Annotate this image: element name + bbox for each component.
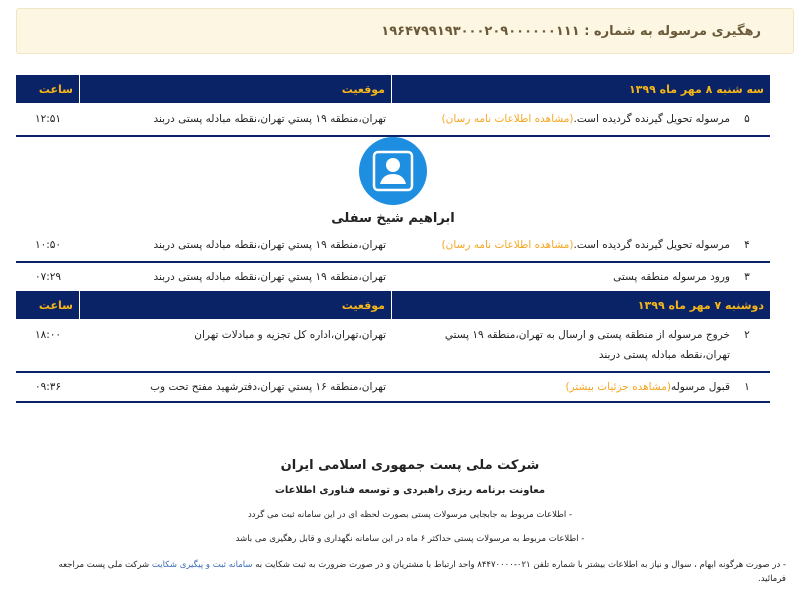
user-avatar-icon — [359, 137, 427, 205]
location-text: تهران،منطقه ۱۹ پستي تهران،نقطه مبادله پستی دربند — [153, 113, 386, 125]
time-text: ۰۹:۳۶ — [34, 381, 62, 393]
location-text: تهران،منطقه ۱۶ پستي تهران،دفترشهید مفتح تحت وب — [150, 381, 386, 393]
table-row — [16, 319, 770, 373]
event-text: خروج مرسوله از منطقه پستی و ارسال به تهران،منطقه ۱۹ پستي تهران،نقطه مبادله پستی دربند — [444, 329, 730, 361]
table-row — [16, 229, 770, 263]
row-number: ۳ — [744, 271, 750, 283]
time-text: ۱۸:۰۰ — [34, 329, 62, 341]
row-number: ۱ — [744, 381, 750, 393]
courier-name: ابراهیم شیخ سفلی — [331, 211, 455, 226]
footer-note-contact — [30, 558, 790, 586]
table-row — [16, 103, 770, 137]
time-header: ساعت — [16, 291, 80, 319]
footer-note-text: شرکت ملی پست مراجعه فرمائید. — [58, 560, 786, 584]
footer-note-text: - در صورت هرگونه ابهام ، سوال و نیاز به اطلاعات بیشتر با شماره تلفن ۰۲۱-۸۴۴۷۰۰۰۰ واحد ارتباط با مشتریان و در صورت ضرورت به ثبت شکایت به — [255, 560, 786, 570]
tracking-banner — [16, 8, 794, 54]
row-number: ۵ — [744, 113, 750, 125]
date-header: سه شنبه ۸ مهر ماه ۱۳۹۹ — [628, 82, 764, 96]
courier-info-link[interactable]: (مشاهده اطلاعات نامه رسان) — [441, 239, 574, 251]
location-text: تهران،منطقه ۱۹ پستي تهران،نقطه مبادله پستی دربند — [153, 239, 386, 251]
location-text: تهران،تهران،اداره کل تجزیه و مبادلات تهران — [194, 329, 386, 341]
table-header — [16, 75, 770, 103]
event-text: ورود مرسوله منطقه پستی — [613, 271, 730, 283]
event-text: قبول مرسوله — [670, 381, 730, 393]
time-header: ساعت — [16, 75, 80, 103]
location-header: موقعیت — [80, 75, 392, 103]
courier-info-link[interactable]: (مشاهده اطلاعات نامه رسان) — [441, 113, 574, 125]
location-text: تهران،منطقه ۱۹ پستي تهران،نقطه مبادله پستی دربند — [153, 271, 386, 283]
date-header: دوشنبه ۷ مهر ماه ۱۳۹۹ — [637, 298, 764, 312]
courier-card — [16, 137, 770, 229]
footer — [30, 458, 790, 586]
footer-title: شرکت ملی پست جمهوری اسلامی ایران — [280, 458, 540, 473]
footer-subtitle: معاونت برنامه ریزی راهبردی و توسعه فناوری اطلاعات — [274, 485, 546, 496]
row-number: ۴ — [744, 239, 750, 251]
tracking-number: ۱۹۶۴۷۹۹۱۹۳۰۰۰۲۰۹۰۰۰۰۰۰۱۱۱ — [381, 23, 580, 39]
row-number: ۲ — [744, 329, 750, 341]
table-header — [16, 291, 770, 319]
banner-label: رهگیری مرسوله به شماره : — [584, 23, 761, 39]
event-text: مرسوله تحویل گیرنده گردیده است. — [573, 113, 730, 125]
complaint-system-link[interactable]: سامانه ثبت و پیگیری شکایت — [151, 560, 253, 570]
table-row — [16, 373, 770, 403]
footer-note: - اطلاعات مربوط به جابجایی مرسولات پستی بصورت لحظه ای در این سامانه ثبت می گردد — [247, 510, 573, 520]
table-row — [16, 263, 770, 291]
footer-note: - اطلاعات مربوط به مرسولات پستی حداکثر ۶ ماه در این سامانه نگهداری و قابل رهگیری می باشد — [235, 534, 585, 544]
time-text: ۱۲:۵۱ — [34, 113, 62, 125]
location-header: موقعیت — [80, 291, 392, 319]
tracking-table-day-1 — [16, 75, 770, 403]
time-text: ۱۰:۵۰ — [34, 239, 62, 251]
time-text: ۰۷:۲۹ — [34, 271, 62, 283]
more-details-link[interactable]: (مشاهده جزئیات بیشتر) — [565, 381, 671, 393]
event-text: مرسوله تحویل گیرنده گردیده است. — [573, 239, 730, 251]
